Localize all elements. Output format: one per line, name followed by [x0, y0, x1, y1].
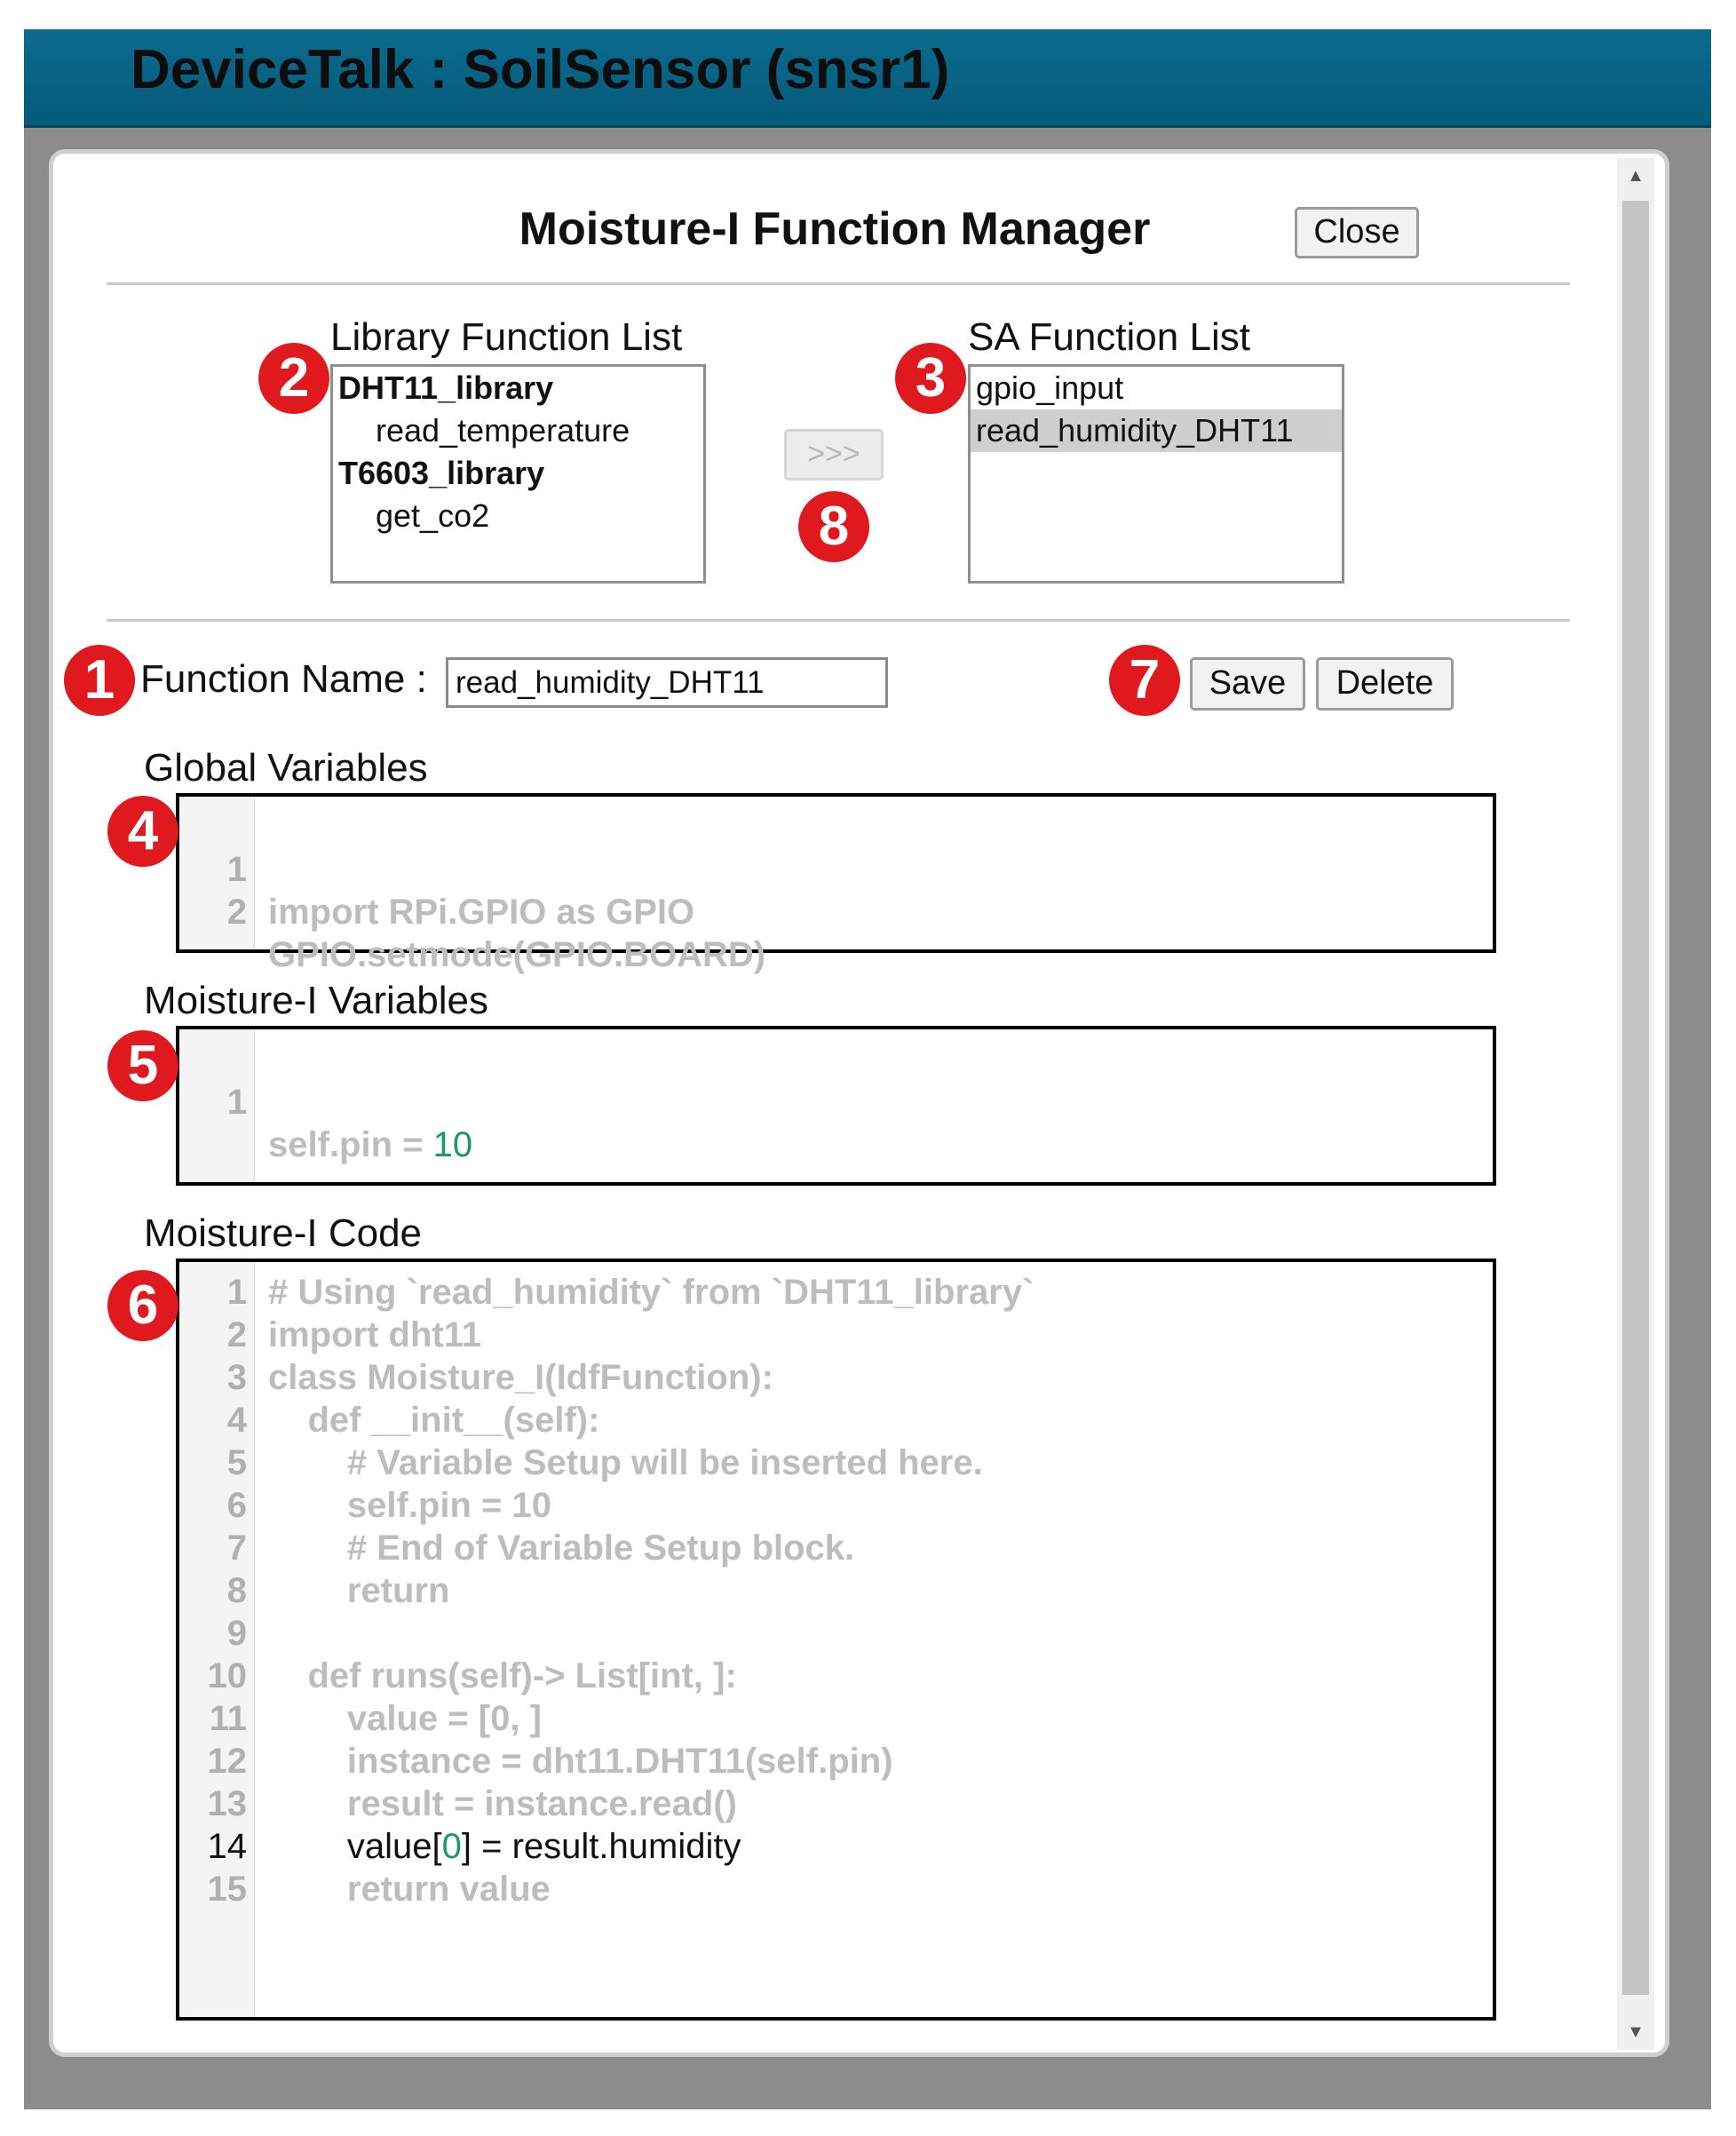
line-number: 9: [226, 1614, 247, 1653]
library-function-list[interactable]: [330, 364, 706, 584]
scroll-thumb[interactable]: [1622, 201, 1649, 1995]
code-text: # End of Variable Setup block.: [268, 1529, 855, 1568]
line-number: 2: [226, 1315, 247, 1354]
code-text: return value: [268, 1870, 551, 1909]
code-line: [179, 1441, 1493, 1484]
marker-5: 5: [107, 1030, 178, 1101]
code-line: [179, 1038, 1493, 1164]
marker-7: 7: [1109, 645, 1180, 716]
line-number: 12: [207, 1742, 247, 1781]
code-text: value[0] = result.humidity: [268, 1827, 741, 1866]
marker-6: 6: [107, 1270, 178, 1341]
scroll-up-arrow-icon[interactable]: ▲: [1627, 166, 1645, 186]
code-line: [179, 1271, 1493, 1314]
code-line: [179, 1527, 1493, 1569]
line-number: 1: [226, 1273, 247, 1312]
code-text: instance = dht11.DHT11(self.pin): [268, 1742, 893, 1781]
list-item-gpio-input[interactable]: gpio_input: [976, 369, 1124, 406]
line-number: 7: [226, 1529, 247, 1568]
library-list-label: Library Function List: [330, 315, 683, 359]
marker-3: 3: [895, 343, 966, 414]
window-titlebar: [24, 29, 1711, 128]
code-line: [179, 1314, 1493, 1356]
code-text: # Variable Setup will be inserted here.: [268, 1443, 983, 1482]
global-variables-editor[interactable]: [176, 793, 1496, 974]
vertical-scrollbar[interactable]: [1617, 158, 1654, 2050]
code-text-prefix: self.pin =: [268, 1125, 433, 1164]
moisture-code-label: Moisture-I Code: [144, 1211, 423, 1255]
divider-middle: [107, 619, 1570, 622]
code-number-literal: 10: [432, 1125, 473, 1164]
divider-top: [107, 282, 1570, 285]
code-text: result = instance.read(): [268, 1784, 737, 1823]
code-text: value = [0, ]: [268, 1699, 542, 1738]
transfer-button[interactable]: >>>: [784, 429, 884, 480]
line-number: 2: [226, 893, 247, 932]
sa-function-list[interactable]: [968, 364, 1344, 584]
code-line: [179, 1783, 1493, 1825]
delete-button[interactable]: Delete: [1316, 657, 1454, 711]
marker-8: 8: [798, 491, 869, 562]
line-number: 14: [207, 1827, 247, 1866]
code-line: [179, 1868, 1493, 1910]
list-item-read-temperature[interactable]: read_temperature: [376, 412, 630, 449]
line-number: 11: [209, 1699, 247, 1738]
list-item-read-humidity-dht11[interactable]: read_humidity_DHT11: [971, 409, 1342, 452]
line-number: 6: [226, 1486, 247, 1525]
code-text: def runs(self)-> List[int, ]:: [268, 1656, 737, 1695]
code-line: [179, 1655, 1493, 1697]
line-number: 10: [207, 1656, 247, 1695]
code-line: [179, 1484, 1493, 1527]
code-text: import RPi.GPIO as GPIO: [268, 893, 695, 932]
moisture-variables-editor[interactable]: [176, 1026, 1496, 1186]
code-text: # Using `read_humidity` from `DHT11_library`: [268, 1273, 1034, 1312]
list-group-dht11[interactable]: DHT11_library: [338, 369, 554, 406]
function-name-input[interactable]: read_humidity_DHT11: [446, 657, 888, 708]
marker-1: 1: [64, 645, 135, 716]
function-name-label: Function Name :: [140, 657, 427, 701]
code-line: [179, 1825, 1493, 1868]
list-item-get-co2[interactable]: get_co2: [376, 497, 490, 534]
code-text: [268, 1124, 472, 1166]
global-variables-label: Global Variables: [144, 746, 428, 790]
dialog-title: Moisture-I Function Manager: [519, 203, 1151, 255]
code-text: return: [268, 1571, 450, 1610]
code-text: GPIO.setmode(GPIO.BOARD): [268, 935, 766, 974]
code-line: [179, 1740, 1493, 1783]
code-text: import dht11: [268, 1315, 482, 1354]
line-number: 3: [226, 1358, 247, 1397]
line-number: 13: [207, 1784, 247, 1823]
close-button[interactable]: Close: [1295, 207, 1419, 258]
sa-list-label: SA Function List: [968, 315, 1250, 359]
code-line: [179, 1356, 1493, 1399]
moisture-code-editor[interactable]: [176, 1259, 1496, 2021]
code-line: [179, 1697, 1493, 1740]
line-number: 8: [226, 1571, 247, 1610]
code-line: [179, 806, 1493, 932]
line-number: 15: [207, 1870, 247, 1909]
line-number: 1: [226, 1083, 247, 1122]
code-line: [179, 1399, 1493, 1441]
code-line: [179, 1612, 1493, 1655]
list-group-t6603[interactable]: T6603_library: [338, 455, 545, 491]
app-title: DeviceTalk : SoilSensor (snsr1): [131, 39, 950, 100]
code-line: [179, 1569, 1493, 1612]
scroll-down-arrow-icon[interactable]: ▼: [1627, 2022, 1645, 2042]
code-text: class Moisture_I(IdfFunction):: [268, 1358, 773, 1397]
line-number: 4: [226, 1401, 247, 1440]
line-number: 5: [226, 1443, 247, 1482]
moisture-variables-label: Moisture-I Variables: [144, 979, 488, 1022]
marker-4: 4: [107, 796, 178, 867]
marker-2: 2: [258, 343, 329, 414]
code-text: self.pin = 10: [268, 1486, 552, 1525]
code-text: def __init__(self):: [268, 1401, 600, 1440]
line-number: 1: [226, 850, 247, 889]
save-button[interactable]: Save: [1190, 657, 1305, 711]
